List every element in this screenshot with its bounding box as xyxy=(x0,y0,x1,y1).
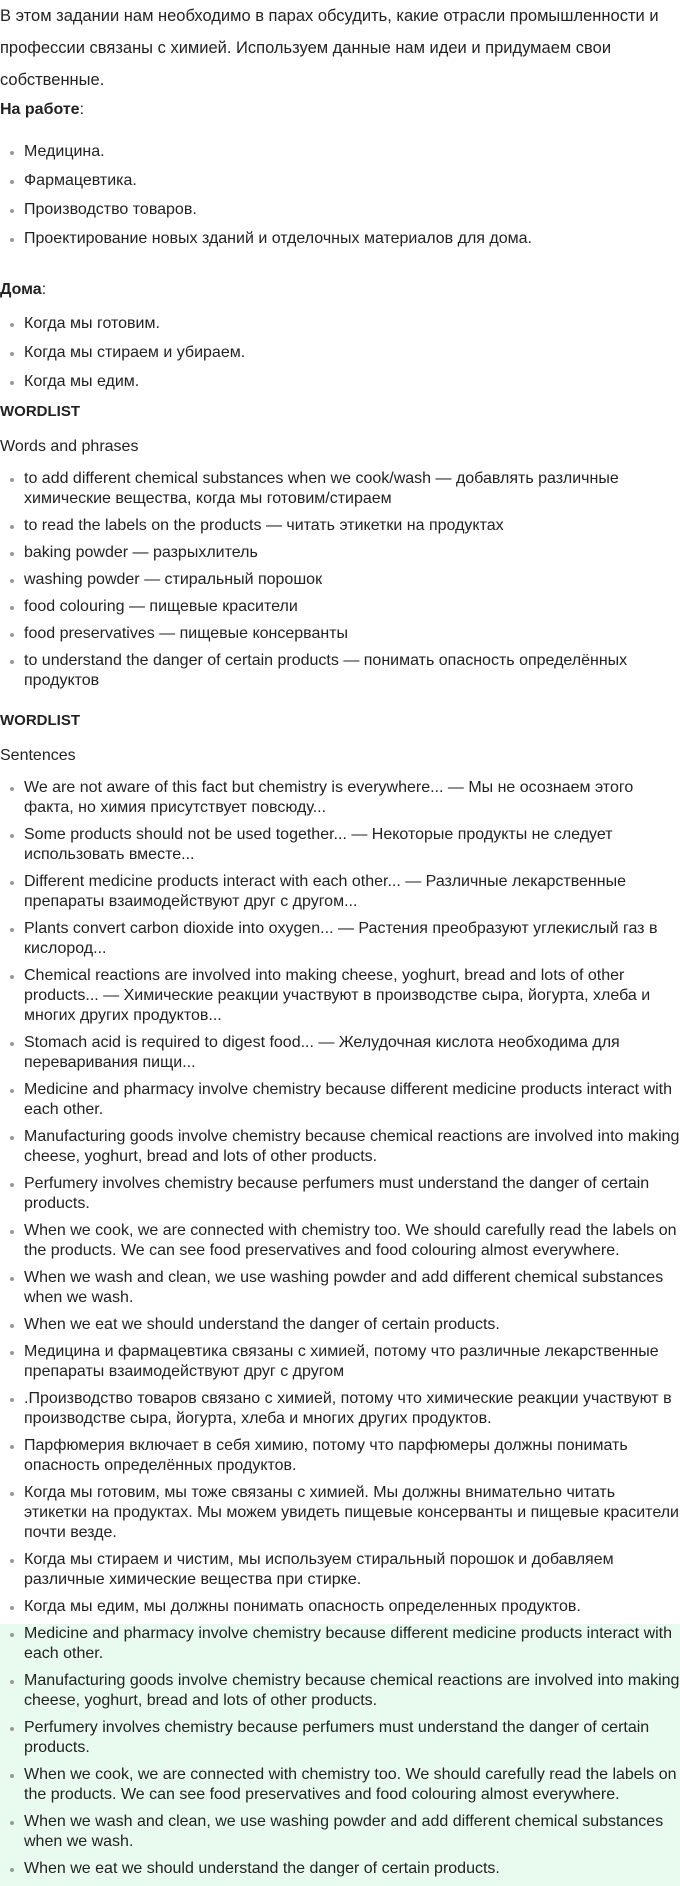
list-item: to understand the danger of certain products — понимать опасность определённых продуктов xyxy=(24,651,680,691)
list-item: washing powder — стиральный порошок xyxy=(24,570,680,590)
work-heading xyxy=(0,100,680,120)
list-item: food colouring — пищевые красители xyxy=(24,597,680,617)
list-item: When we cook, we are connected with chemistry too. We should carefully read the labels on the products. We can see food preservatives and food colouring almost everywhere. xyxy=(0,1765,680,1812)
list-item: Perfumery involves chemistry because perfumers must understand the danger of certain products. xyxy=(0,1718,680,1765)
list-item: Plants convert carbon dioxide into oxygen... — Растения преобразуют углекислый газ в кислород... xyxy=(24,919,680,959)
list-item: Медицина. xyxy=(24,142,680,162)
list-item: Medicine and pharmacy involve chemistry because different medicine products interact with each other. xyxy=(0,1624,680,1671)
home-heading-colon: : xyxy=(41,281,47,298)
list-item: When we wash and clean, we use washing powder and add different chemical substances when we wash. xyxy=(24,1268,680,1308)
list-item: Manufacturing goods involve chemistry because chemical reactions are involved into making cheese, yoghurt, bread and lots of other products. xyxy=(0,1671,680,1718)
list-item: Medicine and pharmacy involve chemistry because different medicine products interact with each other. xyxy=(24,1080,680,1120)
wordlist-title: WORDLIST xyxy=(0,403,80,420)
list-item: .Производство товаров связано с химией, потому что химические реакции участвуют в производстве сыра, йогурта, хлеба и многих других продуктов. xyxy=(24,1389,680,1429)
list-item: Some products should not be used together... — Некоторые продукты не следует использовать вместе... xyxy=(24,825,680,865)
wordlist-title: WORDLIST xyxy=(0,712,80,729)
list-item: food preservatives — пищевые консерванты xyxy=(24,624,680,644)
intro-paragraph: В этом задании нам необходимо в парах обсудить, какие отрасли промышленности и профессии связаны с химией. Используем данные нам идеи и придумаем свои собственные. xyxy=(0,7,659,89)
list-item: Perfumery involves chemistry because perfumers must understand the danger of certain products. xyxy=(24,1174,680,1214)
list-item: Manufacturing goods involve chemistry because chemical reactions are involved into making cheese, yoghurt, bread and lots of other products. xyxy=(24,1128,680,1165)
list-item: Когда мы едим, мы должны понимать опасность определенных продуктов. xyxy=(24,1597,680,1617)
work-list xyxy=(0,142,680,249)
list-item: to read the labels on the products — читать этикетки на продуктах xyxy=(24,516,680,536)
words-list xyxy=(0,469,680,691)
home-heading-text: Дома xyxy=(0,281,42,298)
list-item: to add different chemical substances when we cook/wash — добавлять различные химические вещества, когда мы готовим/стираем xyxy=(24,469,680,509)
list-item: Chemical reactions are involved into making cheese, yoghurt, bread and lots of other products... — Химические реакции участвуют в производстве сыра, йогурта, хлеба и многих других продуктов... xyxy=(24,966,680,1026)
list-item: Different medicine products interact with each other... — Различные лекарственные препараты взаимодействуют друг с другом... xyxy=(24,872,680,912)
list-item: We are not aware of this fact but chemistry is everywhere... — Мы не осознаем этого факта, но химия присутствует повсюду... xyxy=(24,778,680,818)
list-item: baking powder — разрыхлитель xyxy=(24,543,680,563)
list-item: When we eat we should understand the danger of certain products. xyxy=(24,1315,680,1335)
list-item: Фармацевтика. xyxy=(24,171,680,191)
list-item: Stomach acid is required to digest food... — Желудочная кислота необходима для переваривания пищи... xyxy=(24,1033,680,1073)
list-item: Медицина и фармацевтика связаны с химией, потому что различные лекарственные препараты взаимодействуют друг с другом xyxy=(24,1342,680,1382)
home-list xyxy=(0,314,680,392)
list-item: Когда мы готовим, мы тоже связаны с химией. Мы должны внимательно читать этикетки на продуктах. Мы можем увидеть пищевые консерванты и пищевые красители почти везде. xyxy=(24,1484,679,1541)
wordlist-subtitle: Words and phrases xyxy=(0,438,139,455)
list-item: When we wash and clean, we use washing powder and add different chemical substances when we wash. xyxy=(0,1812,680,1859)
list-item: Проектирование новых зданий и отделочных материалов для дома. xyxy=(24,229,680,249)
list-item: Производство товаров. xyxy=(24,200,680,220)
list-item: Когда мы готовим. xyxy=(24,314,680,334)
work-heading-colon: : xyxy=(79,101,85,118)
wordlist-subtitle: Sentences xyxy=(0,747,76,764)
list-item: Когда мы стираем и чистим, мы используем стиральный порошок и добавляем различные химические вещества при стирке. xyxy=(24,1550,680,1590)
list-item: Парфюмерия включает в себя химию, потому что парфюмеры должны понимать опасность определённых продуктов. xyxy=(24,1436,680,1476)
list-item: Когда мы едим. xyxy=(24,372,680,392)
work-heading-text: На работе xyxy=(0,101,80,118)
home-heading xyxy=(0,280,680,300)
sentences-list xyxy=(0,778,680,1886)
list-item: Когда мы стираем и убираем. xyxy=(24,343,680,363)
list-item: When we eat we should understand the danger of certain products. xyxy=(0,1859,680,1886)
list-item: When we cook, we are connected with chemistry too. We should carefully read the labels on the products. We can see food preservatives and food colouring almost everywhere. xyxy=(24,1221,680,1261)
